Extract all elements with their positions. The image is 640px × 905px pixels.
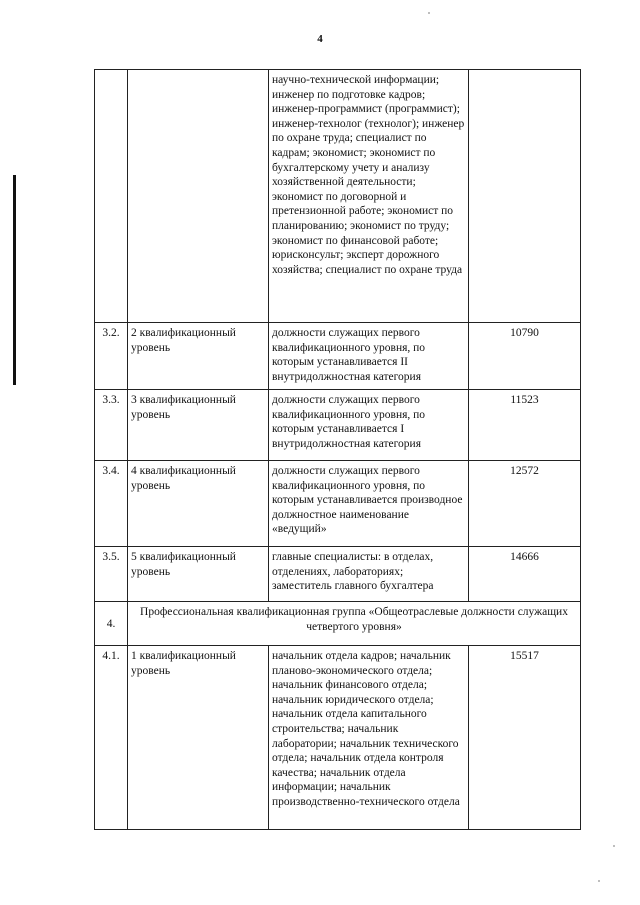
salary-value: 14666 xyxy=(469,547,581,602)
professional-group-title: Профессиональная квалификационная группа «Общеотраслевые должности служащих четвертого уровня» xyxy=(128,602,581,646)
qualification-level: 1 квалификационный уровень xyxy=(128,646,269,830)
qualification-level xyxy=(128,70,269,323)
table-row xyxy=(95,70,581,323)
scan-speck xyxy=(613,845,615,847)
table-row xyxy=(95,390,581,461)
positions-list: должности служащих первого квалификационного уровня, по которым устанавливается I внутридолжностная категория xyxy=(269,390,469,461)
qualification-level: 4 квалификационный уровень xyxy=(128,461,269,547)
table-row xyxy=(95,547,581,602)
qualification-level: 2 квалификационный уровень xyxy=(128,323,269,390)
row-number: 3.3. xyxy=(95,390,128,461)
row-number: 3.5. xyxy=(95,547,128,602)
row-number: 4. xyxy=(95,602,128,646)
group-header-row xyxy=(95,602,581,646)
salary-table xyxy=(94,69,581,830)
table-row xyxy=(95,461,581,547)
row-number: 4.1. xyxy=(95,646,128,830)
salary-value xyxy=(469,70,581,323)
scan-speck xyxy=(428,12,430,14)
positions-list: должности служащих первого квалификационного уровня, по которым устанавливается производное должностное наименование «ведущий» xyxy=(269,461,469,547)
scan-speck xyxy=(598,880,600,882)
row-number: 3.4. xyxy=(95,461,128,547)
qualification-level: 3 квалификационный уровень xyxy=(128,390,269,461)
salary-value: 10790 xyxy=(469,323,581,390)
salary-value: 12572 xyxy=(469,461,581,547)
scan-artifact-line xyxy=(13,175,16,385)
positions-list: научно-технической информации; инженер по подготовке кадров; инженер-программист (программист); инженер-технолог (технолог); инженер по охране труда; специалист по кадрам; экономист; экономист по бухгалтерскому учету и анализу хозяйственной деятельности; экономист по договорной и претензионной работе; экономист по планированию; экономист по труду; экономист по финансовой работе; юрисконсульт; эксперт дорожного хозяйства; специалист по охране труда xyxy=(269,70,469,323)
row-number xyxy=(95,70,128,323)
qualification-level: 5 квалификационный уровень xyxy=(128,547,269,602)
table-row xyxy=(95,323,581,390)
positions-list: главные специалисты: в отделах, отделениях, лабораториях; заместитель главного бухгалтера xyxy=(269,547,469,602)
positions-list: должности служащих первого квалификационного уровня, по которым устанавливается II внутридолжностная категория xyxy=(269,323,469,390)
table-row xyxy=(95,646,581,830)
page-number: 4 xyxy=(317,33,323,45)
salary-value: 15517 xyxy=(469,646,581,830)
row-number: 3.2. xyxy=(95,323,128,390)
salary-value: 11523 xyxy=(469,390,581,461)
positions-list: начальник отдела кадров; начальник планово-экономического отдела; начальник финансового отдела; начальник юридического отдела; начальник отдела капитального строительства; начальник лаборатории; начальник технического отдела; начальник отдела контроля качества; начальник отдела информации; начальник производственно-технического отдела xyxy=(269,646,469,830)
